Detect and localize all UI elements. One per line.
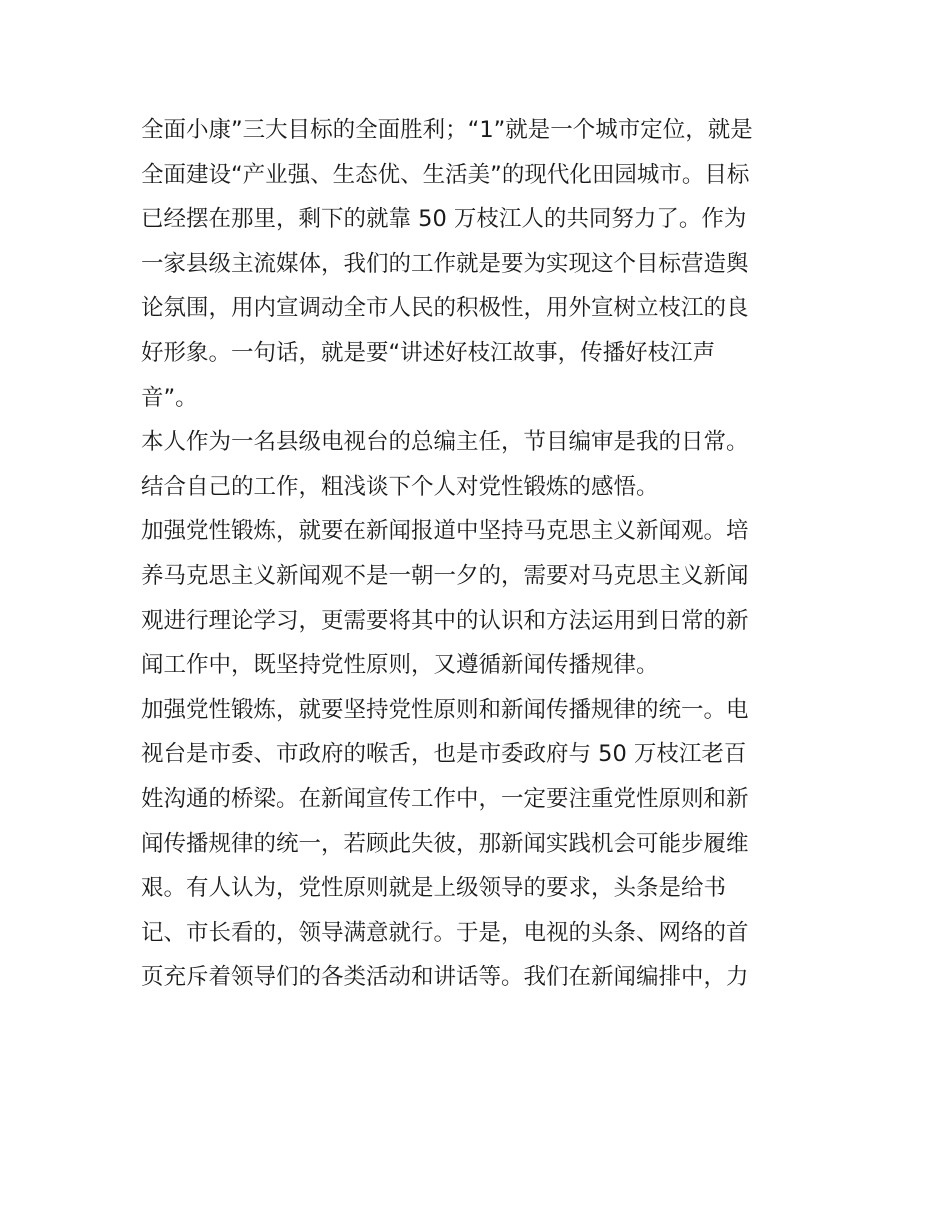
text-line: 好形象。一句话，就是要“讲述好枝江故事，传播好枝江声 <box>141 339 716 366</box>
text-line: 艰。有人认为，党性原则就是上级领导的要求，头条是给书 <box>141 875 727 902</box>
text-line: 已经摆在那里，剩下的就靠 50 万枝江人的共同努力了。作为 <box>141 206 747 233</box>
text-line: 观进行理论学习，更需要将其中的认识和方法运用到日常的新 <box>141 607 749 634</box>
text-line: 加强党性锻炼，就要在新闻报道中坚持马克思主义新闻观。培 <box>141 518 749 545</box>
text-line: 全面小康”三大目标的全面胜利；“1”就是一个城市定位，就是 <box>141 117 753 143</box>
text-line: 记、市长看的，领导满意就行。于是，电视的头条、网络的首 <box>141 919 749 946</box>
text-line: 视台是市委、市政府的喉舌，也是市委政府与 50 万枝江老百 <box>141 741 747 768</box>
text-line: 本人作为一名县级电视台的总编主任，节目编审是我的日常。 <box>141 429 749 456</box>
text-line: 养马克思主义新闻观不是一朝一夕的，需要对马克思主义新闻 <box>141 562 749 589</box>
text-line: 一家县级主流媒体，我们的工作就是要为实现这个目标营造舆 <box>141 250 749 277</box>
text-line: 闻传播规律的统一，若顾此失彼，那新闻实践机会可能步履维 <box>141 830 749 857</box>
text-line: 加强党性锻炼，就要坚持党性原则和新闻传播规律的统一。电 <box>141 696 749 723</box>
text-line: 结合自己的工作，粗浅谈下个人对党性锻炼的感悟。 <box>141 473 659 500</box>
text-line: 姓沟通的桥梁。在新闻宣传工作中，一定要注重党性原则和新 <box>141 785 749 812</box>
body-text <box>141 108 821 1000</box>
text-line: 全面建设“产业强、生态优、生活美”的现代化田园城市。目标 <box>141 161 750 188</box>
text-line: 论氛围，用内宣调动全市人民的积极性，用外宣树立枝江的良 <box>141 295 749 322</box>
text-line: 音”。 <box>141 384 198 411</box>
text-line: 页充斥着领导们的各类活动和讲话等。我们在新闻编排中，力 <box>141 964 749 991</box>
text-line: 闻工作中，既坚持党性原则，又遵循新闻传播规律。 <box>141 652 659 679</box>
